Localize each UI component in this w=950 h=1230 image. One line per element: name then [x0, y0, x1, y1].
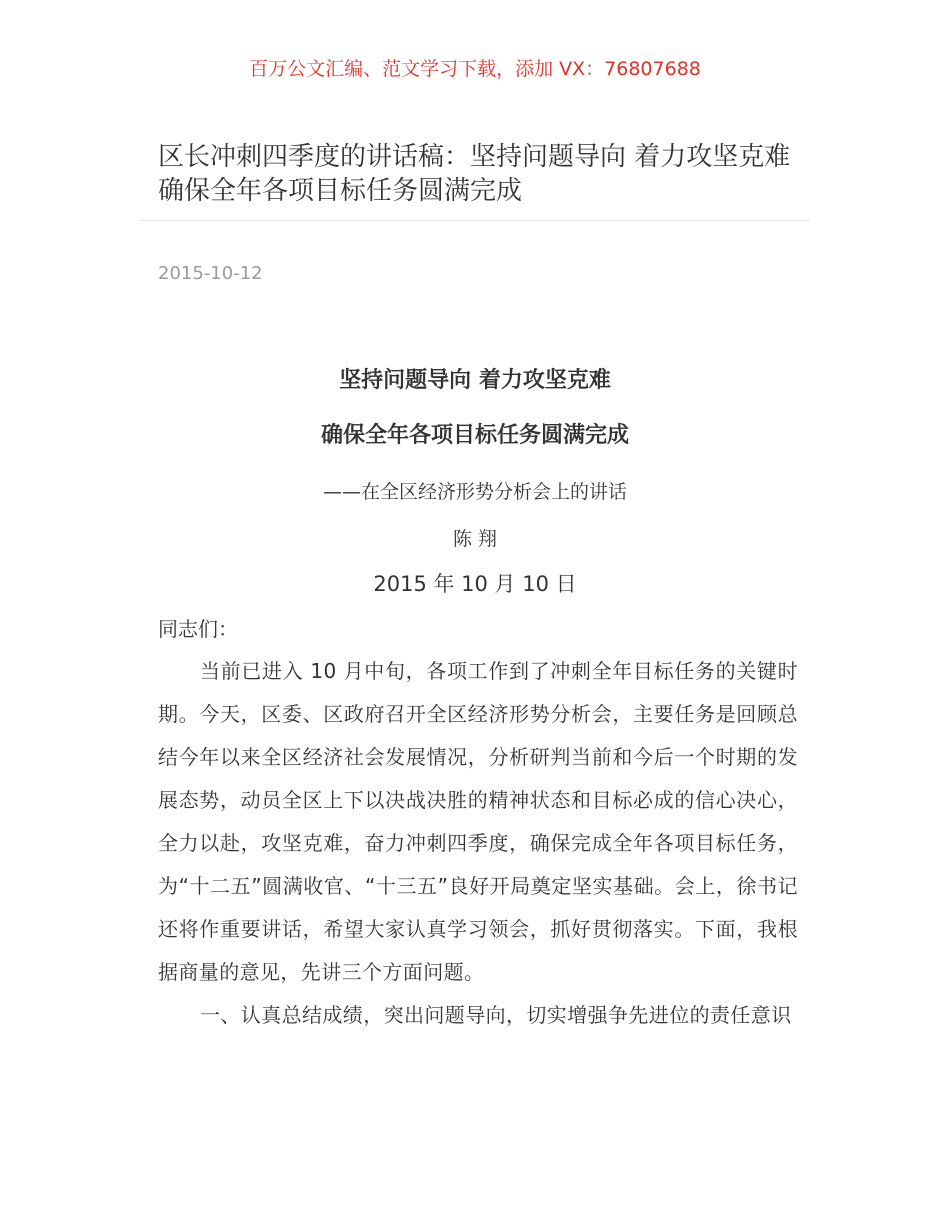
publish-date: 2015-10-12	[158, 263, 263, 284]
paragraph-1: 当前已进入 10 月中旬，各项工作到了冲刺全年目标任务的关键时期。今天，区委、区政府召开全区经济形势分析会，主要任务是回顾总结今年以来全区经济社会发展情况，分析研判当前和今后一个时期的发展态势，动员全区上下以决战决胜的精神状态和目标必成的信心决心，全力以赴，攻坚克难，奋力冲刺四季度，确保完成全年各项目标任务，为“十二五”圆满收官、“十三五”良好开局奠定坚实基础。会上，徐书记还将作重要讲话，希望大家认真学习领会，抓好贯彻落实。下面，我根据商量的意见，先讲三个方面问题。	[158, 659, 798, 984]
title-divider	[140, 220, 810, 221]
greeting: 同志们：	[158, 617, 238, 641]
document-title: 区长冲刺四季度的讲话稿：坚持问题导向 着力攻坚克难 确保全年各项目标任务圆满完成	[158, 142, 791, 206]
speech-date: 2015 年 10 月 10 日	[373, 572, 577, 596]
speech-title-line1: 坚持问题导向 着力攻坚克难	[339, 368, 611, 393]
speaker-name: 陈 翔	[452, 528, 498, 550]
speech-title-line2: 确保全年各项目标任务圆满完成	[320, 423, 629, 448]
speech-subtitle: ——在全区经济形势分析会上的讲话	[322, 481, 627, 503]
promo-banner: 百万公文汇编、范文学习下载，添加 VX：76807688	[249, 58, 701, 80]
section-1-heading: 一、认真总结成绩，突出问题导向，切实增强争先进位的责任意识	[200, 1003, 792, 1027]
